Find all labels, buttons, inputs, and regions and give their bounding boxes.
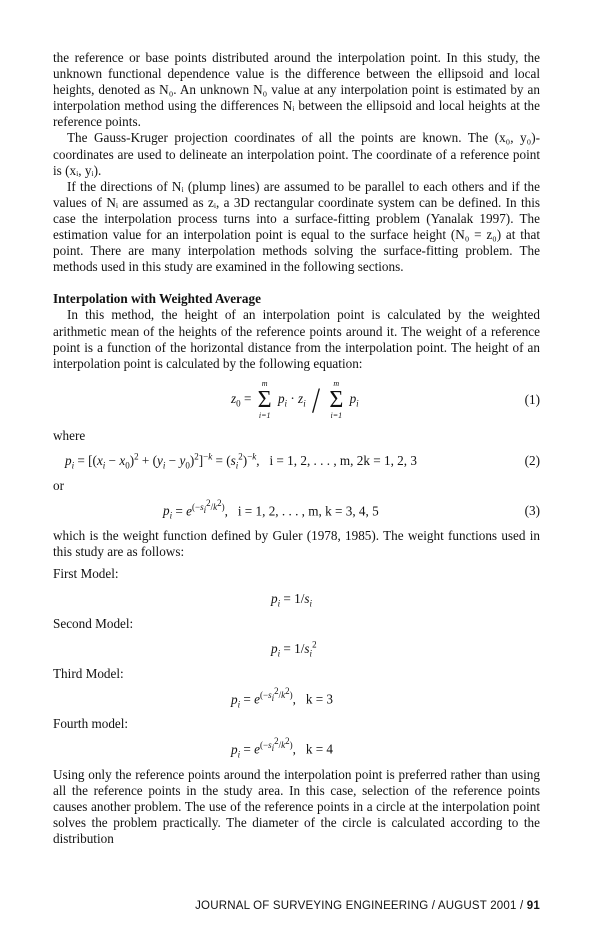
where-text: where	[53, 427, 86, 443]
first-model-label: First Model:	[53, 566, 119, 582]
equation-2: $p_i = [(x_i - x_0)^2 + (y_i - y_0)^2]^{-k} = (s_i^2)^{-k}$, i = 1, 2, . . . , m, 2k = 1, 2, 3 (2)	[65, 451, 540, 471]
equation-2-number: (2)	[524, 452, 540, 468]
paragraph-1: the reference or base points distributed around the interpolation point. In this study, the unknown functional dependence value is the difference between the ellipsoid and local heights, denoted as N₀. An unknown N₀ value at any interpolation point is estimated by an interpolation method using the differences Nᵢ between the ellipsoid and local heights at the reference points.	[53, 50, 540, 130]
equation-2-ranges: i = 1, 2, . . . , m, 2k = 1, 2, 3	[269, 452, 417, 468]
equation-3-number: (3)	[524, 502, 540, 518]
paragraph-2: The Gauss-Kruger projection coordinates of all the points are known. The (x₀, y₀)-coordinates are used to delineate an interpolation point. The coordinate of a reference point is (xᵢ, yᵢ).	[53, 130, 540, 178]
equation-1-number: (1)	[524, 391, 540, 407]
second-model-label: Second Model:	[53, 616, 134, 632]
equation-3-ranges: i = 1, 2, . . . , m, k = 3, 4, 5	[237, 503, 379, 519]
or-text: or	[53, 477, 64, 493]
model-3-equation: $p_i = e^{(-s_i^2/k^2)}$, k = 3	[231, 686, 334, 710]
model-1-equation: $p_i = 1/s_i$	[271, 591, 313, 609]
paragraph-3: If the directions of Nᵢ (plump lines) are assumed to be parallel to each others and if the values of Nᵢ are assumed as zᵢ, a 3D rectangular coordinate system can be defined. In this case the interpolation process turns into a surface-fitting problem (Yanalak 1997). The estimation value for an interpolation point is equal to the surface height (N₀ = z₀) at that point. There are many interpolation methods solving the surface-fitting problem. The methods used in this study are examined in the following sections.	[53, 178, 540, 275]
equation-1: $z_0$ = m Σ i=1 $p_i \cdot z_i$ / m Σ i=1 $p_i$ (1)	[231, 378, 540, 420]
paragraph-6: Using only the reference points around the interpolation point is preferred rather than using all the reference points in the study area. In this case, selection of the reference points causes another problem. The use of the reference points in a circle at the interpolation point solves the problem practically. The diameter of the circle is calculated according to the distribution	[53, 766, 540, 846]
footer-journal: JOURNAL OF SURVEYING ENGINEERING / AUGUST 2001 /	[195, 900, 524, 912]
model-3-k: k = 3	[305, 691, 334, 707]
paper-body	[53, 50, 540, 847]
paragraph-4: In this method, the height of an interpolation point is calculated by the weighted arithmetic mean of the heights of the reference points around it. The weight of a reference point is a function of the horizontal distance from the interpolation point. The height of an interpolation point is calculated by the following equation:	[53, 307, 540, 371]
paragraph-5: which is the weight function defined by Guler (1978, 1985). The weight functions used in this study are as follows:	[53, 527, 540, 560]
footer-page-number: 91	[526, 900, 540, 912]
equation-3: $p_i = e^{(-s_i^2/k^2)}$, i = 1, 2, . . . , m, k = 3, 4, 5 (3)	[163, 497, 540, 521]
page-footer	[195, 900, 540, 912]
section-heading: Interpolation with Weighted Average	[53, 291, 261, 307]
model-4-k: k = 4	[305, 741, 334, 757]
model-2-equation: $p_i = 1/s_i^2$	[271, 639, 317, 659]
model-4-equation: $p_i = e^{(-s_i^2/k^2)}$, k = 4	[231, 736, 334, 760]
fourth-model-label: Fourth model:	[53, 716, 129, 732]
third-model-label: Third Model:	[53, 666, 124, 682]
